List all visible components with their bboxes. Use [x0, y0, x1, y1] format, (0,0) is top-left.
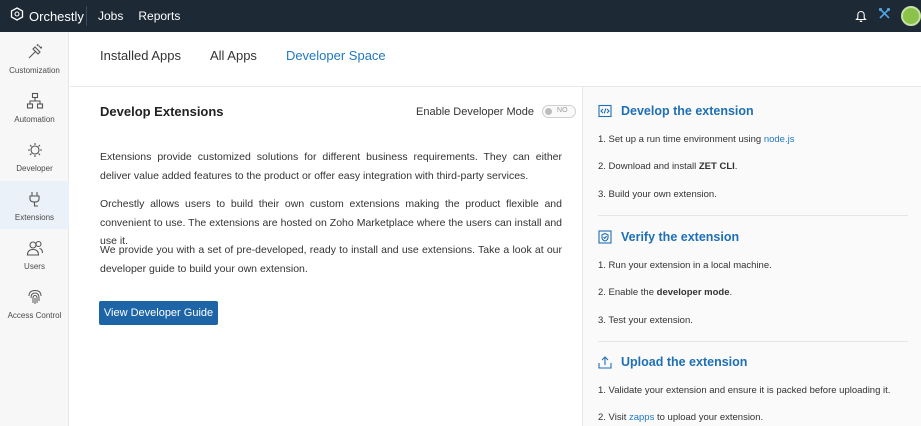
automation-icon [26, 92, 44, 110]
develop-section-header [598, 104, 754, 118]
orchestly-logo-icon [10, 7, 24, 26]
developer-icon [26, 141, 44, 159]
develop-title: Develop the extension [621, 104, 754, 118]
develop-step-1 [598, 134, 794, 145]
upload-title: Upload the extension [621, 355, 748, 369]
brand[interactable] [10, 0, 84, 32]
section-divider [598, 341, 908, 342]
view-developer-guide-button[interactable]: View Developer Guide [99, 301, 218, 325]
verify-step-1: 1. Run your extension in a local machine. [598, 260, 772, 271]
toggle-knob [545, 108, 552, 115]
developer-mode-label: Enable Developer Mode [416, 105, 535, 118]
toggle-state: NO [557, 107, 568, 114]
developer-mode-control [416, 105, 576, 118]
users-icon [26, 239, 44, 257]
nodejs-link[interactable]: node.js [763, 134, 795, 145]
sidebar-item-label: Developer [16, 164, 53, 173]
tab-installed-apps[interactable]: Installed Apps [100, 48, 181, 63]
zapps-link[interactable]: zapps [628, 412, 655, 423]
tab-bar [100, 48, 386, 63]
step-text: 2. Enable the [598, 287, 657, 298]
tab-all-apps[interactable]: All Apps [209, 48, 257, 63]
code-icon [598, 104, 612, 118]
sidebar-item-label: Access Control [7, 311, 62, 320]
zet-cli-text: ZET CLI [698, 161, 735, 172]
upload-step-1: 1. Validate your extension and ensure it is packed before uploading it. [598, 385, 891, 396]
step-text: 1. Set up a run time environment using [598, 134, 764, 145]
sidebar [0, 32, 69, 426]
avatar[interactable] [901, 6, 921, 26]
sidebar-item-label: Users [24, 262, 45, 271]
tab-developer-space[interactable]: Developer Space [285, 48, 386, 63]
intro-paragraph: Extensions provide customized solutions for different business requirements. They can either deliver value added features to the product or offer easy integration with third-party services. [100, 151, 562, 182]
verify-shield-icon [598, 230, 612, 244]
section-divider [598, 215, 908, 216]
developer-mode-text: developer mode [656, 287, 730, 298]
step-text: 2. Download and install [598, 161, 699, 172]
sidebar-item-label: Automation [14, 115, 55, 124]
sidebar-item-label: Customization [9, 66, 60, 75]
extensions-icon [26, 190, 44, 208]
sidebar-item-customization[interactable] [0, 34, 69, 82]
page-title: Develop Extensions [100, 104, 224, 119]
sidebar-item-extensions[interactable] [0, 181, 69, 229]
nav-reports[interactable]: Reports [138, 9, 181, 23]
upload-icon [598, 355, 612, 369]
verify-step-3: 3. Test your extension. [598, 315, 693, 326]
top-bar [0, 0, 921, 32]
bell-icon[interactable] [854, 9, 868, 23]
sidebar-item-developer[interactable] [0, 132, 69, 180]
top-nav [98, 0, 180, 32]
verify-step-2 [598, 287, 732, 298]
develop-step-2 [598, 161, 737, 172]
step-text: to upload your extension. [654, 412, 764, 423]
nav-jobs[interactable]: Jobs [98, 9, 124, 23]
tools-icon[interactable] [878, 7, 891, 25]
step-text: 2. Visit [598, 412, 629, 423]
sidebar-item-label: Extensions [14, 213, 55, 222]
sidebar-item-automation[interactable] [0, 83, 69, 131]
topbar-actions [854, 0, 921, 32]
verify-title: Verify the extension [621, 230, 740, 244]
step-text: . [734, 161, 738, 172]
step-text: . [729, 287, 733, 298]
fingerprint-icon [26, 288, 44, 306]
sidebar-item-access-control[interactable] [0, 279, 69, 327]
topbar-divider [86, 6, 87, 26]
sidebar-item-users[interactable] [0, 230, 69, 278]
verify-section-header [598, 230, 739, 244]
developer-guide-paragraph: We provide you with a set of pre-developed, ready to install and use extensions. Take a look at our developer guide to build your own extension. [100, 244, 562, 275]
custom-extensions-paragraph: Orchestly allows users to build their own custom extensions making the product flexible and convenient to use. The extensions are hosted on Zoho Marketplace where the users can install and use it. [100, 198, 562, 247]
upload-step-2 [598, 412, 763, 423]
brand-name: Orchestly [29, 8, 84, 24]
steps-panel [582, 87, 921, 426]
customization-icon [26, 43, 44, 61]
upload-section-header [598, 355, 747, 369]
develop-step-3: 3. Build your own extension. [598, 189, 717, 200]
developer-mode-toggle[interactable] [542, 105, 576, 118]
